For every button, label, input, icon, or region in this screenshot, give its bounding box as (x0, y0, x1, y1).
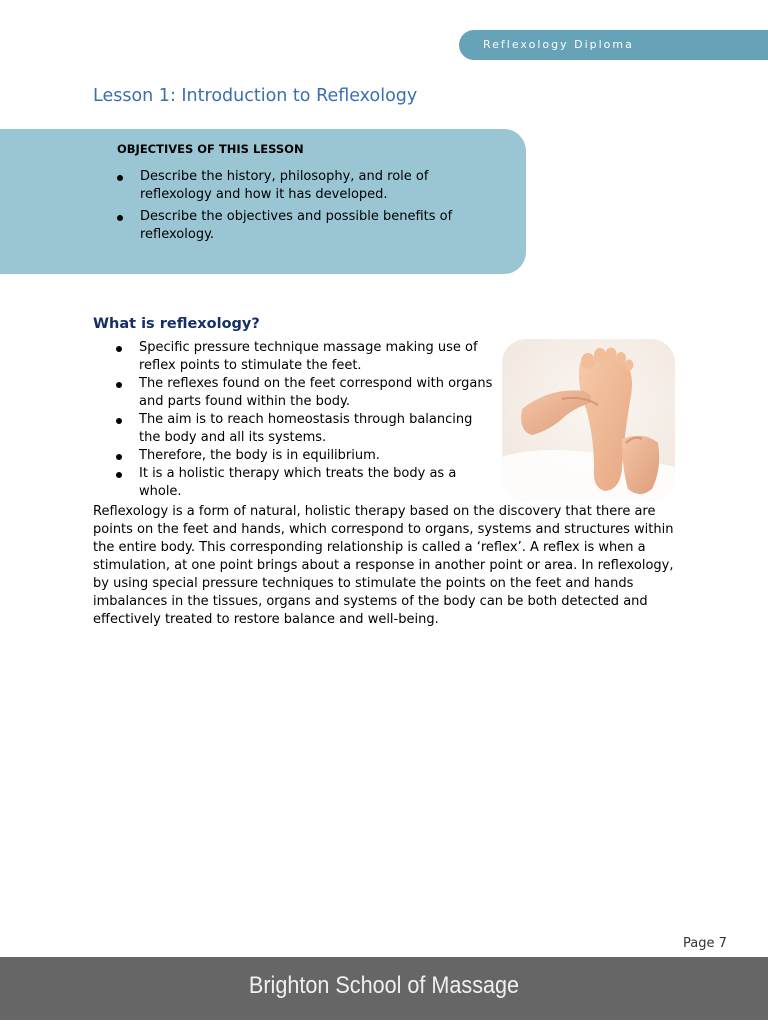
bullet-icon (117, 175, 123, 181)
footer-strip (0, 1020, 768, 1024)
header-tab-label: Reflexology Diploma (483, 38, 634, 51)
section-heading: What is reflexology? (93, 316, 260, 332)
reflexology-bullet-list (116, 339, 496, 501)
objectives-box (0, 129, 526, 274)
list-item (116, 339, 496, 375)
list-item (116, 465, 496, 501)
objective-item (117, 208, 496, 244)
list-item-text: The reflexes found on the feet correspond with organs and parts found within the body. (139, 376, 493, 409)
header-tab (459, 30, 768, 60)
bullet-icon (116, 454, 122, 460)
bullet-icon (117, 215, 123, 221)
list-item-text: It is a holistic therapy which treats the body as a whole. (139, 466, 457, 499)
objectives-heading: OBJECTIVES OF THIS LESSON (117, 142, 304, 156)
objective-item (117, 168, 496, 204)
list-item-text: Specific pressure technique massage making use of reflex points to stimulate the feet. (139, 340, 478, 373)
bullet-icon (116, 418, 122, 424)
list-item-text: Therefore, the body is in equilibrium. (139, 448, 380, 463)
list-item (116, 447, 496, 465)
body-paragraph: Reflexology is a form of natural, holistic therapy based on the discovery that there are points on the feet and hands, which correspond to organs, systems and structures within the entire body. This corresponding relationship is called a ‘reflex’. A reflex is when a stimulation, at one point brings about a response in another point or area. In reflexology, by using special pressure techniques to stimulate the points on the feet and hands imbalances in the tissues, organs and systems of the body can be both detected and effectively treated to restore balance and well-being. (93, 504, 674, 627)
foot-massage-photo (502, 339, 675, 501)
page-number: Page 7 (683, 936, 727, 951)
footer-band (0, 957, 768, 1024)
bullet-icon (116, 472, 122, 478)
lesson-title: Lesson 1: Introduction to Reflexology (93, 86, 418, 106)
objective-text: Describe the history, philosophy, and role of reflexology and how it has developed. (140, 169, 429, 202)
objectives-list (117, 168, 496, 244)
bullet-icon (116, 346, 122, 352)
list-item (116, 375, 496, 411)
footer-brand: Brighton School of Massage (248, 972, 520, 999)
list-item-text: The aim is to reach homeostasis through balancing the body and all its systems. (139, 412, 473, 445)
bullet-icon (116, 382, 122, 388)
objective-text: Describe the objectives and possible benefits of reflexology. (140, 209, 453, 242)
list-item (116, 411, 496, 447)
